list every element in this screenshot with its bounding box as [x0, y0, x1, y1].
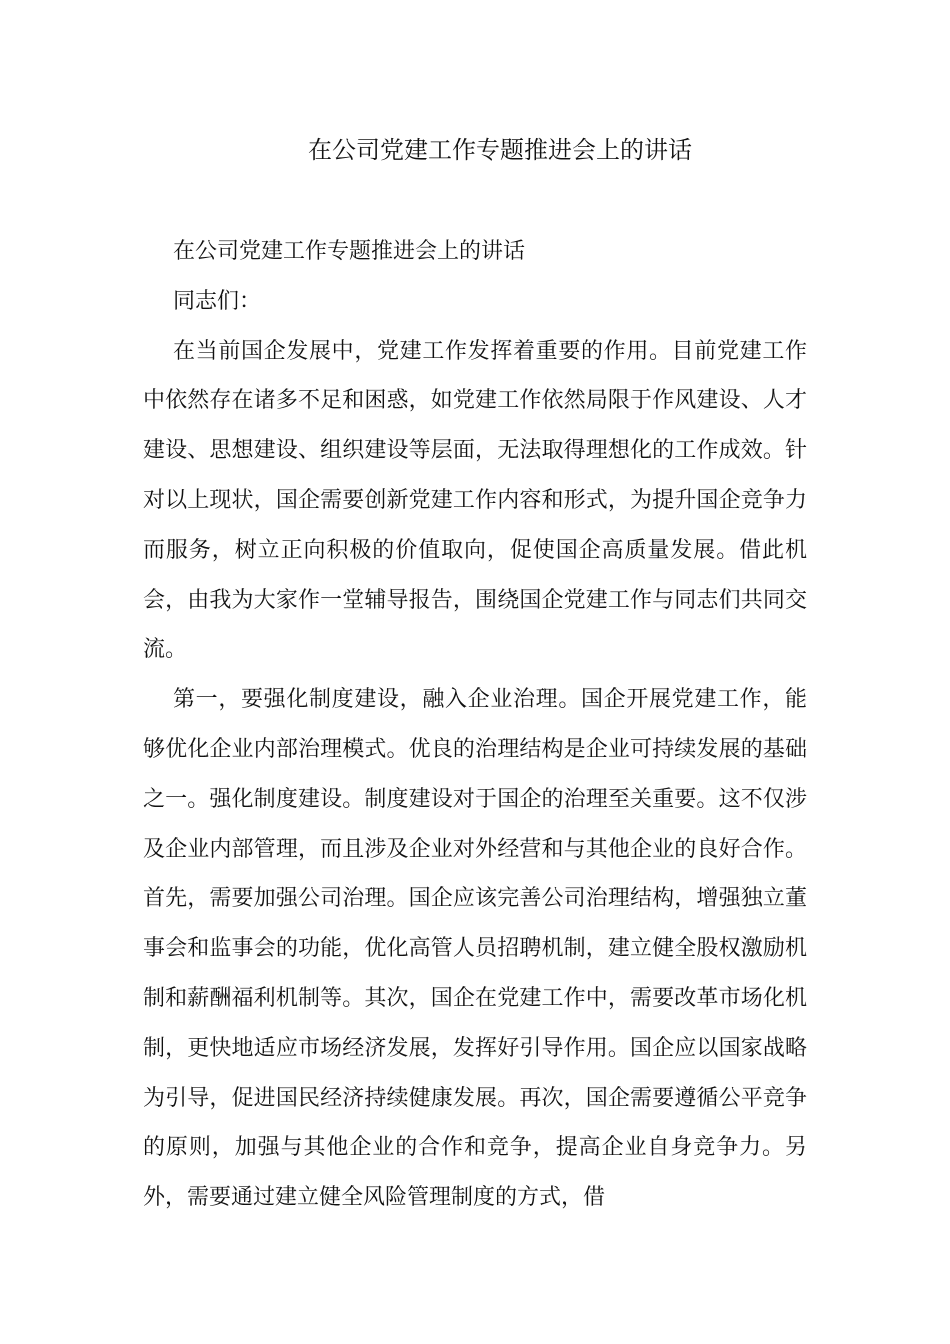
section-one-paragraph: 第一，要强化制度建设，融入企业治理。国企开展党建工作，能够优化企业内部治理模式。优良的治理结构是企业可持续发展的基础之一。强化制度建设。制度建设对于国企的治理至关重要。这不仅涉及企业内部管理，而且涉及企业对外经营和与其他企业的良好合作。首先，需要加强公司治理。国企应该完善公司治理结构，增强独立董事会和监事会的功能，优化高管人员招聘机制，建立健全股权激励机制和薪酬福利机制等。其次，国企在党建工作中，需要改革市场化机制，更快地适应市场经济发展，发挥好引导作用。国企应以国家战略为引导，促进国民经济持续健康发展。再次，国企需要遵循公平竞争的原则，加强与其他企业的合作和竞争，提高企业自身竞争力。另外，需要通过建立健全风险管理制度的方式，借 — [143, 687, 807, 1211]
intro-paragraph: 在当前国企发展中，党建工作发挥着重要的作用。目前党建工作中依然存在诸多不足和困惑，如党建工作依然局限于作风建设、人才建设、思想建设、组织建设等层面，无法取得理想化的工作成效。针对以上现状，国企需要创新党建工作内容和形式，为提升国企竞争力而服务，树立正向积极的价值取向，促使国企高质量发展。借此机会，由我为大家作一堂辅导报告，围绕国企党建工作与同志们共同交流。 — [143, 338, 807, 663]
salutation-paragraph: 同志们： — [173, 288, 262, 314]
subtitle-paragraph: 在公司党建工作专题推进会上的讲话 — [173, 239, 526, 264]
document-body — [143, 227, 807, 1223]
document-title: 在公司党建工作专题推进会上的讲话 — [308, 136, 692, 164]
